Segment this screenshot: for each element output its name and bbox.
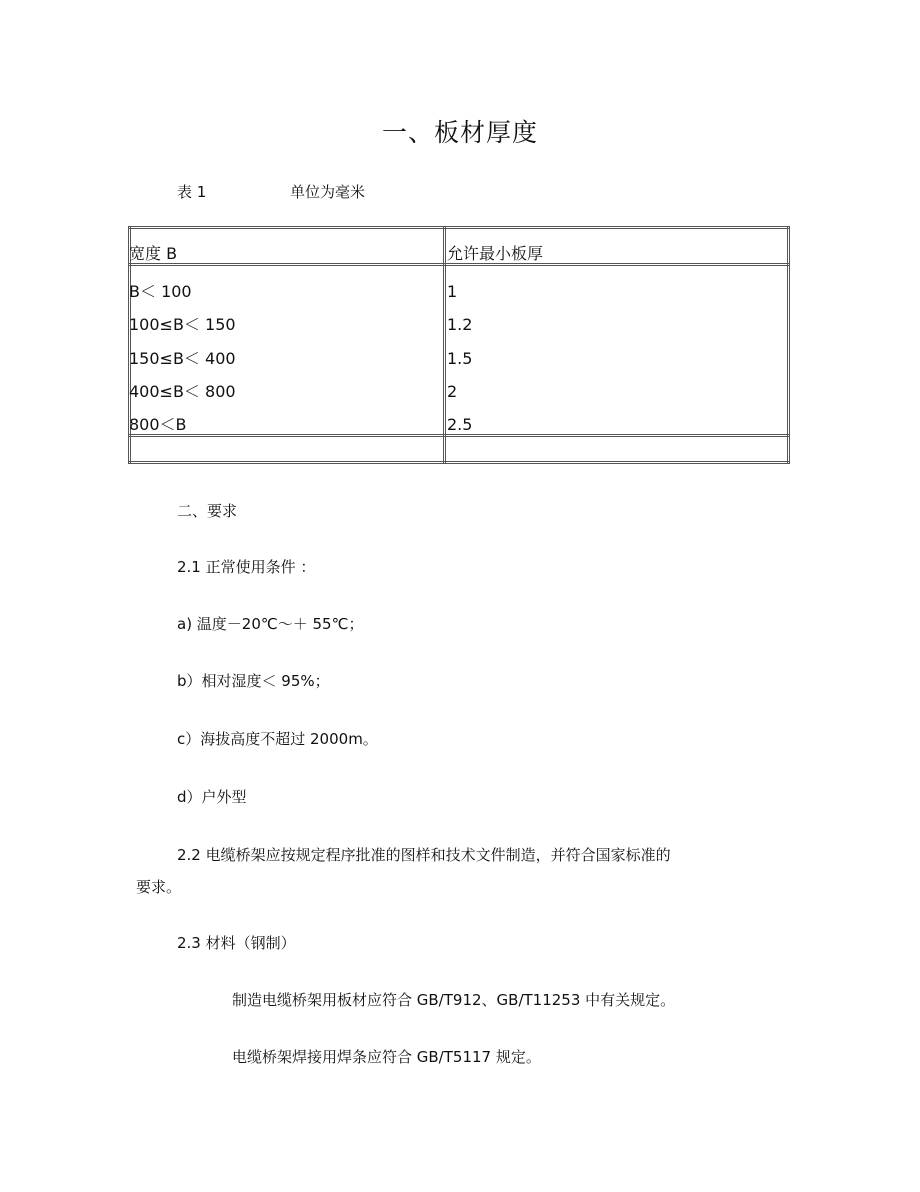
page-title: 一、板材厚度 xyxy=(381,118,538,147)
paragraph-2-2-line1: 2.2 电缆桥架应按规定程序批准的图样和技术文件制造，并符合国家标准的 xyxy=(177,846,671,864)
paragraph-2-3-sub1: 制造电缆桥架用板材应符合 GB/T912、GB/T11253 中有关规定。 xyxy=(232,991,676,1009)
list-item-a: a) 温度－20℃～＋ 55℃； xyxy=(177,615,364,633)
paragraph-2-1: 2.1 正常使用条件 ： xyxy=(177,558,316,576)
table-caption-label: 表 1 xyxy=(177,183,207,201)
table-cell-thickness: 1.2 xyxy=(447,315,473,334)
list-item-b: b）相对湿度＜ 95%； xyxy=(177,672,330,690)
table-cell-width: 100≤B＜ 150 xyxy=(129,315,236,334)
table-cell-width: 150≤B＜ 400 xyxy=(129,349,236,368)
table-cell-thickness: 1.5 xyxy=(447,349,473,368)
paragraph-2-2-line2: 要求。 xyxy=(136,878,182,896)
table-cell-width: 400≤B＜ 800 xyxy=(129,382,236,401)
thickness-table xyxy=(128,226,790,464)
table-border-top xyxy=(129,226,789,229)
table-cell-width: 800＜B xyxy=(129,415,187,434)
paragraph-2-3: 2.3 材料（钢制） xyxy=(177,934,296,952)
table-cell-thickness: 2.5 xyxy=(447,415,473,434)
table-cell-thickness: 2 xyxy=(447,382,458,401)
section-heading-requirements: 二、要求 xyxy=(177,502,238,520)
table-header-width: 宽度 B xyxy=(129,244,178,263)
table-header-thickness: 允许最小板厚 xyxy=(447,244,544,263)
list-item-c: c）海拔高度不超过 2000m。 xyxy=(177,730,378,748)
paragraph-2-3-sub2: 电缆桥架焊接用焊条应符合 GB/T5117 规定。 xyxy=(232,1048,541,1066)
table-cell-thickness: 1 xyxy=(447,282,458,301)
table-border-bottom xyxy=(129,461,789,464)
table-caption-unit: 单位为毫米 xyxy=(290,183,366,201)
list-item-d: d）户外型 xyxy=(177,788,247,806)
table-cell-width: B＜ 100 xyxy=(129,282,192,301)
